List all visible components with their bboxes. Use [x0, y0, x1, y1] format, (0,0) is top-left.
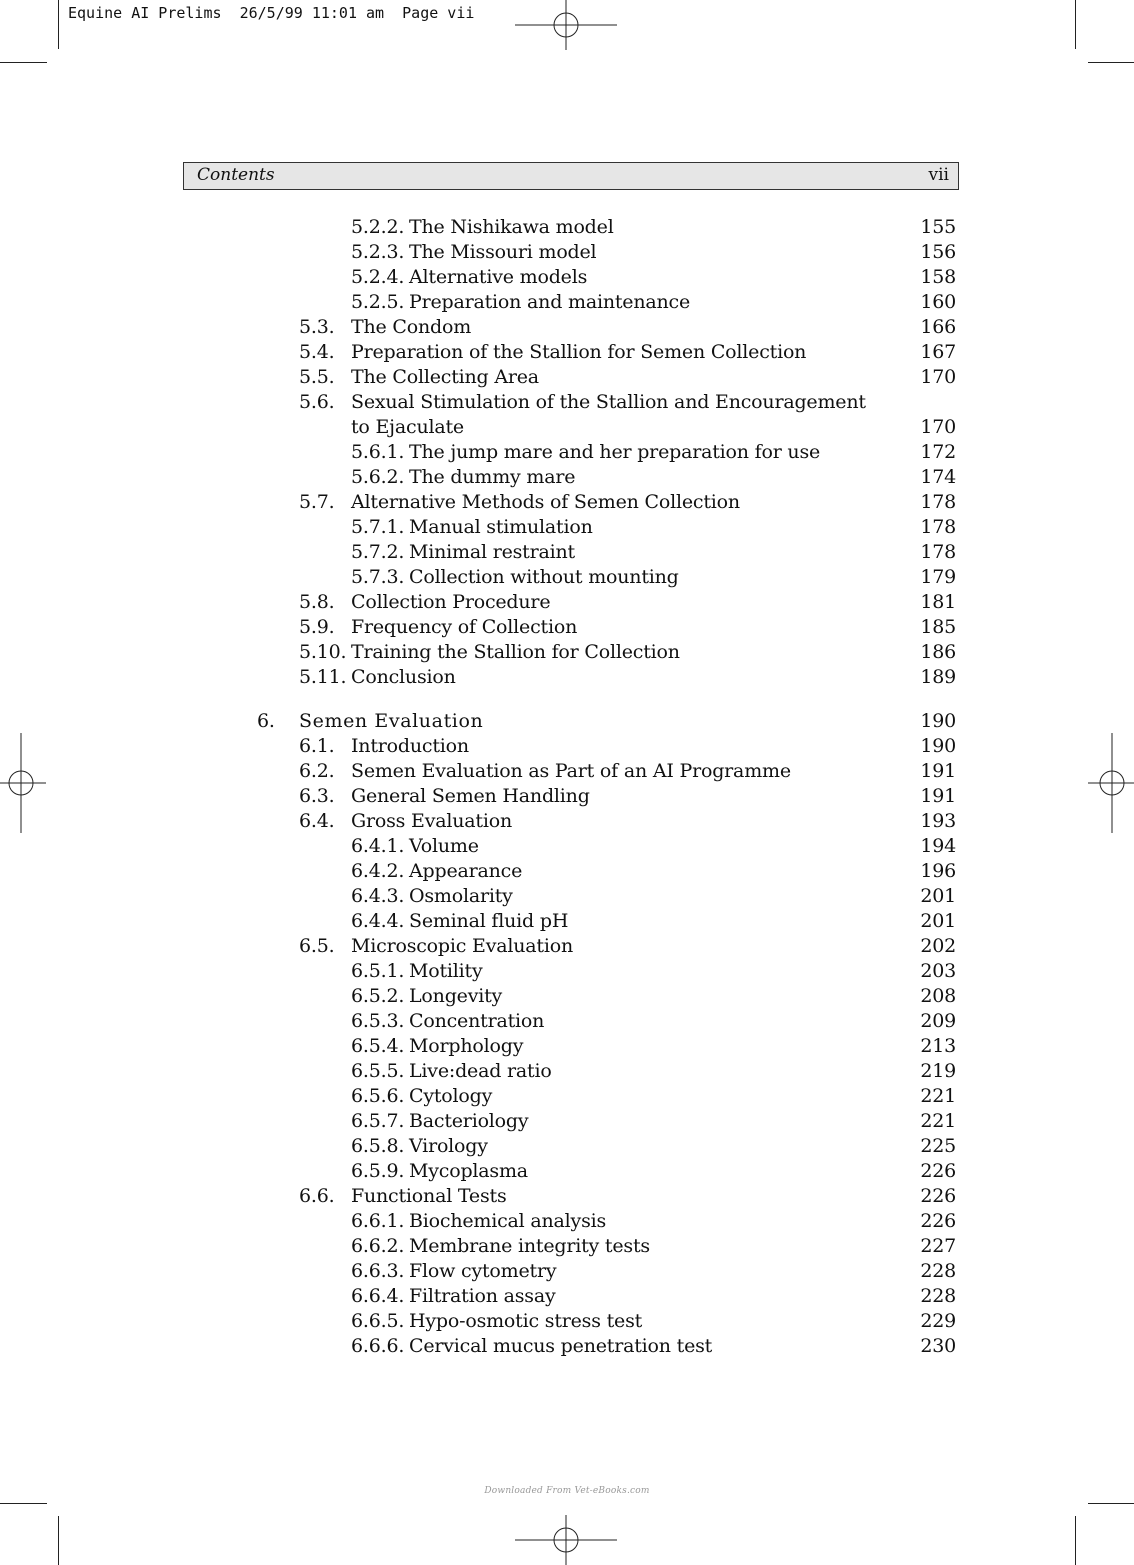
toc-entry-number: 5.2.2. [351, 216, 405, 238]
toc-entry-page: 189 [920, 666, 956, 688]
toc-entry-page: 201 [920, 885, 956, 907]
toc-entry-title: Cervical mucus penetration test [409, 1335, 713, 1357]
toc-entry-number: 5.6. [299, 391, 335, 413]
toc-entry-number: 6.6.3. [351, 1260, 405, 1282]
toc-entry [0, 590, 1134, 615]
toc-entry [0, 640, 1134, 665]
crop-mark [1088, 1503, 1134, 1504]
toc-entry-title: Preparation of the Stallion for Semen Collection [351, 341, 807, 363]
toc-entry-number: 5.7.2. [351, 541, 405, 563]
toc-entry-page: 203 [920, 960, 956, 982]
toc-entry-page: 186 [920, 641, 956, 663]
toc-entry-page: 185 [920, 616, 956, 638]
toc-entry [0, 440, 1134, 465]
toc-entry-title: Mycoplasma [409, 1160, 528, 1182]
toc-entry-title: Bacteriology [409, 1110, 529, 1132]
toc-entry-number: 5.5. [299, 366, 335, 388]
toc-entry [0, 1284, 1134, 1309]
toc-entry-title: Semen Evaluation [299, 710, 484, 732]
toc-entry [0, 734, 1134, 759]
toc-entry-title: Morphology [409, 1035, 524, 1057]
toc-entry-number: 6.5. [299, 935, 335, 957]
toc-entry-title: Flow cytometry [409, 1260, 557, 1282]
toc-entry [0, 290, 1134, 315]
toc-entry [0, 934, 1134, 959]
toc-entry-page: 155 [920, 216, 956, 238]
toc-entry-page: 178 [920, 516, 956, 538]
toc-entry-title: Minimal restraint [409, 541, 575, 563]
crop-mark [1075, 0, 1076, 49]
toc-entry-number: 6.5.1. [351, 960, 405, 982]
toc-entry-page: 179 [920, 566, 956, 588]
toc-entry [0, 615, 1134, 640]
toc-entry-title: Functional Tests [351, 1185, 507, 1207]
toc-entry [0, 665, 1134, 690]
toc-entry [0, 365, 1134, 390]
toc-entry-title: Alternative models [409, 266, 588, 288]
toc-entry-page: 191 [920, 760, 956, 782]
toc-entry-number: 5.9. [299, 616, 335, 638]
toc-entry-number: 5.7.1. [351, 516, 405, 538]
toc-entry-title: Motility [409, 960, 483, 982]
crop-mark [1088, 62, 1134, 63]
toc-entry [0, 1059, 1134, 1084]
toc-entry-page: 194 [920, 835, 956, 857]
toc-entry-number: 6.1. [299, 735, 335, 757]
toc-entry-page: 170 [920, 416, 956, 438]
toc-entry-title: Preparation and maintenance [409, 291, 691, 313]
toc-entry [0, 959, 1134, 984]
toc-entry-title: Frequency of Collection [351, 616, 578, 638]
crop-mark [0, 62, 47, 63]
toc-entry-title: Alternative Methods of Semen Collection [351, 491, 740, 513]
toc-entry [0, 1134, 1134, 1159]
toc-entry-number: 5.10. [299, 641, 347, 663]
toc-entry [0, 240, 1134, 265]
toc-entry-title: Live:dead ratio [409, 1060, 552, 1082]
toc-entry-page: 156 [920, 241, 956, 263]
toc-entry-title: The Collecting Area [351, 366, 539, 388]
toc-entry-page: 190 [920, 710, 956, 732]
toc-entry-title: Manual stimulation [409, 516, 593, 538]
toc-entry-page: 230 [920, 1335, 956, 1357]
toc-entry-title: Gross Evaluation [351, 810, 512, 832]
toc-entry-page: 202 [920, 935, 956, 957]
toc-entry-number: 6.5.9. [351, 1160, 405, 1182]
toc-entry-page: 225 [920, 1135, 956, 1157]
toc-entry-number: 6.5.3. [351, 1010, 405, 1032]
running-header [183, 162, 959, 190]
toc-entry-title: Conclusion [351, 666, 456, 688]
toc-entry-page: 208 [920, 985, 956, 1007]
toc-entry-title: Volume [409, 835, 479, 857]
toc-entry-title: The dummy mare [409, 466, 576, 488]
toc-entry [0, 565, 1134, 590]
toc-entry-number: 6.6.2. [351, 1235, 405, 1257]
toc-entry-page: 221 [920, 1110, 956, 1132]
toc-entry-page: 226 [920, 1210, 956, 1232]
toc-entry-number: 5.6.2. [351, 466, 405, 488]
registration-mark-bottom [515, 1515, 617, 1565]
toc-entry-number: 6.4.2. [351, 860, 405, 882]
toc-entry [0, 1034, 1134, 1059]
toc-entry-number: 6.6.5. [351, 1310, 405, 1332]
toc-entry [0, 465, 1134, 490]
toc-entry [0, 1234, 1134, 1259]
toc-entry-title: Biochemical analysis [409, 1210, 607, 1232]
toc-entry [0, 884, 1134, 909]
toc-entry-title: Collection Procedure [351, 591, 551, 613]
toc-entry [0, 1109, 1134, 1134]
toc-entry-number: 5.11. [299, 666, 347, 688]
toc-entry-title: The Condom [351, 316, 472, 338]
toc-entry-page: 166 [920, 316, 956, 338]
toc-entry-page: 228 [920, 1285, 956, 1307]
toc-entry-number: 5.4. [299, 341, 335, 363]
toc-entry-title: Osmolarity [409, 885, 513, 907]
toc-entry-number: 6.4.4. [351, 910, 405, 932]
toc-entry-title: to Ejaculate [351, 416, 464, 438]
toc-entry-number: 6.5.8. [351, 1135, 405, 1157]
toc-entry-page: 178 [920, 491, 956, 513]
toc-entry [0, 1309, 1134, 1334]
toc-entry-title: Virology [409, 1135, 488, 1157]
toc-entry-page: 227 [920, 1235, 956, 1257]
toc-entry [0, 340, 1134, 365]
toc-entry [0, 984, 1134, 1009]
toc-entry-page: 160 [920, 291, 956, 313]
toc-entry-page: 221 [920, 1085, 956, 1107]
toc-entry-title: Introduction [351, 735, 469, 757]
toc-entry-page: 226 [920, 1160, 956, 1182]
toc-entry [0, 1334, 1134, 1359]
toc-entry-number: 5.2.4. [351, 266, 405, 288]
toc-entry [0, 215, 1134, 240]
toc-entry-title: The jump mare and her preparation for use [409, 441, 821, 463]
running-header-page-number: vii [928, 165, 949, 185]
toc-entry-title: Longevity [409, 985, 503, 1007]
toc-entry-number: 6.4. [299, 810, 335, 832]
toc-entry-page: 178 [920, 541, 956, 563]
toc-entry [0, 540, 1134, 565]
print-slug: Equine AI Prelims 26/5/99 11:01 am Page vii [68, 4, 475, 22]
toc-entry-number: 6.5.7. [351, 1110, 405, 1132]
toc-entry-number: 5.7. [299, 491, 335, 513]
toc-entry-number: 5.6.1. [351, 441, 405, 463]
watermark: Downloaded From Vet-eBooks.com [484, 1486, 650, 1496]
toc-entry-page: 174 [920, 466, 956, 488]
toc-entry [0, 759, 1134, 784]
toc-entry-page: 228 [920, 1260, 956, 1282]
toc-entry [0, 834, 1134, 859]
crop-mark [1075, 1516, 1076, 1565]
toc-entry-page: 226 [920, 1185, 956, 1207]
toc-entry-title: Concentration [409, 1010, 545, 1032]
toc-entry-page: 190 [920, 735, 956, 757]
toc-entry-page: 170 [920, 366, 956, 388]
toc-entry-title: Seminal fluid pH [409, 910, 569, 932]
toc-entry-page: 196 [920, 860, 956, 882]
toc-entry-title: Cytology [409, 1085, 493, 1107]
crop-mark [0, 1503, 47, 1504]
toc-entry-number: 6.5.5. [351, 1060, 405, 1082]
crop-mark [58, 1516, 59, 1565]
toc-entry-number: 6.6.4. [351, 1285, 405, 1307]
toc-entry-page: 172 [920, 441, 956, 463]
toc-entry-number: 6.5.2. [351, 985, 405, 1007]
toc-entry-page: 191 [920, 785, 956, 807]
toc-entry [0, 809, 1134, 834]
toc-entry-title: Hypo-osmotic stress test [409, 1310, 643, 1332]
toc-entry-number: 6.5.6. [351, 1085, 405, 1107]
toc-entry-title: Microscopic Evaluation [351, 935, 574, 957]
toc-entry-number: 5.2.5. [351, 291, 405, 313]
toc-entry-number: 5.8. [299, 591, 335, 613]
toc-entry-page: 209 [920, 1010, 956, 1032]
toc-entry-title: The Nishikawa model [409, 216, 614, 238]
toc-entry-title: The Missouri model [409, 241, 597, 263]
toc-entry [0, 1009, 1134, 1034]
toc-chapter-entry [0, 709, 1134, 734]
toc-entry [0, 784, 1134, 809]
toc-entry [0, 390, 1134, 415]
toc-entry-page: 167 [920, 341, 956, 363]
toc-entry-page: 201 [920, 910, 956, 932]
toc-entry-title: General Semen Handling [351, 785, 590, 807]
toc-entry [0, 1259, 1134, 1284]
toc-entry [0, 515, 1134, 540]
toc-entry [0, 909, 1134, 934]
toc-entry-number: 5.3. [299, 316, 335, 338]
toc-entry-title: Filtration assay [409, 1285, 556, 1307]
toc-entry-number: 6.5.4. [351, 1035, 405, 1057]
toc-entry-title: Semen Evaluation as Part of an AI Programme [351, 760, 791, 782]
toc-entry-number: 6.3. [299, 785, 335, 807]
toc-entry [0, 859, 1134, 884]
running-header-title: Contents [197, 165, 275, 185]
toc-entry-page: 193 [920, 810, 956, 832]
toc-entry-title: Training the Stallion for Collection [351, 641, 680, 663]
registration-mark-top [515, 0, 617, 50]
toc-entry-number: 6. [257, 710, 275, 732]
toc-entry-page: 158 [920, 266, 956, 288]
toc-entry-title: Collection without mounting [409, 566, 679, 588]
crop-mark [58, 0, 59, 49]
toc-entry-number: 6.2. [299, 760, 335, 782]
toc-entry-number: 6.4.1. [351, 835, 405, 857]
toc-entry [0, 490, 1134, 515]
toc-entry [0, 315, 1134, 340]
toc-entry-title: Sexual Stimulation of the Stallion and Encouragement [351, 391, 866, 413]
toc-entry-number: 6.4.3. [351, 885, 405, 907]
toc-entry-page: 181 [920, 591, 956, 613]
toc-entry [0, 1159, 1134, 1184]
toc-entry-title: Appearance [409, 860, 523, 882]
toc-entry [0, 265, 1134, 290]
toc-entry-page: 219 [920, 1060, 956, 1082]
toc-entry-page: 229 [920, 1310, 956, 1332]
toc-entry-page: 213 [920, 1035, 956, 1057]
toc-entry [0, 1209, 1134, 1234]
toc-entry-number: 5.2.3. [351, 241, 405, 263]
toc-entry-number: 6.6.6. [351, 1335, 405, 1357]
toc-entry-title: Membrane integrity tests [409, 1235, 650, 1257]
toc-entry [0, 1184, 1134, 1209]
toc-entry-number: 6.6.1. [351, 1210, 405, 1232]
toc-entry-number: 5.7.3. [351, 566, 405, 588]
toc-entry-number: 6.6. [299, 1185, 335, 1207]
toc-entry [0, 415, 1134, 440]
toc-entry [0, 1084, 1134, 1109]
